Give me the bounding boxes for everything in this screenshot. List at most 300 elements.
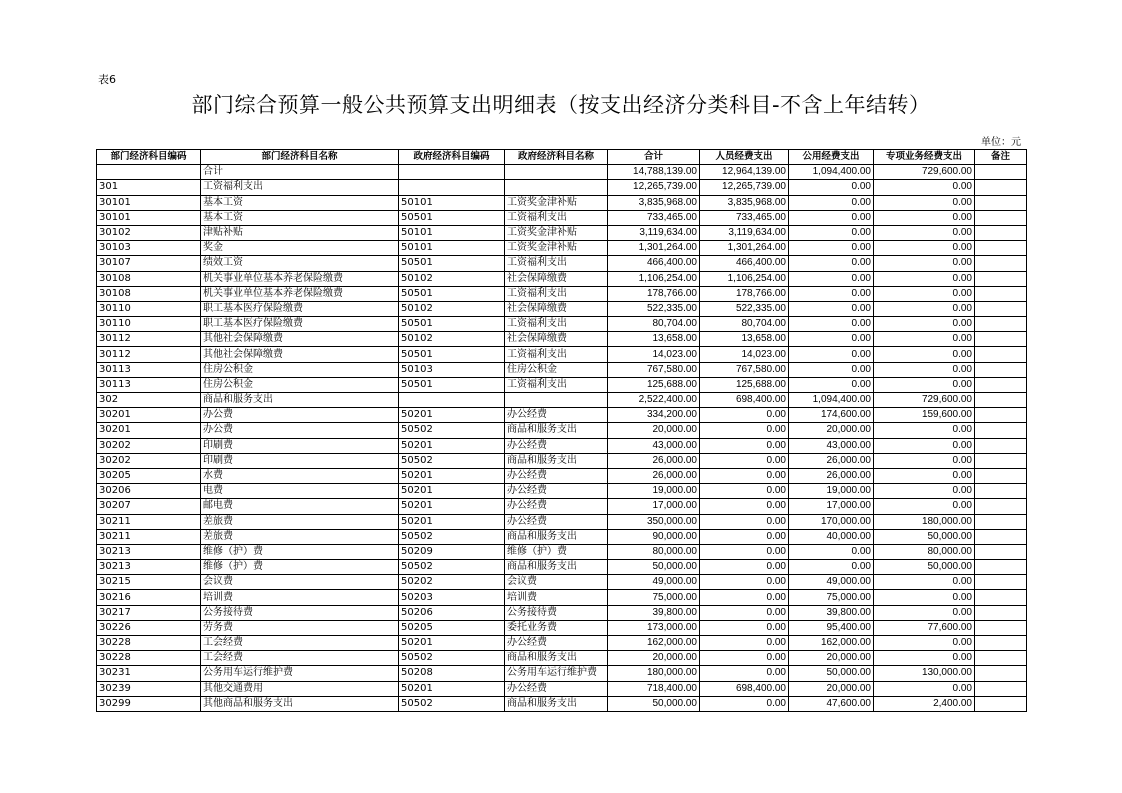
cell-dept-code: 30226 bbox=[97, 620, 201, 635]
cell-gov-code: 50201 bbox=[399, 468, 505, 483]
cell-gov-code: 50502 bbox=[399, 453, 505, 468]
cell-dept-code: 30228 bbox=[97, 636, 201, 651]
cell-note bbox=[975, 180, 1027, 195]
cell-special: 0.00 bbox=[874, 332, 975, 347]
cell-gov-code: 50205 bbox=[399, 620, 505, 635]
cell-total: 12,265,739.00 bbox=[608, 180, 700, 195]
cell-dept-code: 30213 bbox=[97, 560, 201, 575]
cell-personnel: 0.00 bbox=[700, 666, 789, 681]
cell-special: 729,600.00 bbox=[874, 165, 975, 180]
cell-gov-code: 50201 bbox=[399, 484, 505, 499]
cell-dept-code: 30110 bbox=[97, 317, 201, 332]
cell-dept-name: 住房公积金 bbox=[201, 377, 399, 392]
table-row bbox=[97, 301, 1027, 316]
cell-public: 95,400.00 bbox=[789, 620, 874, 635]
cell-dept-code: 30207 bbox=[97, 499, 201, 514]
cell-gov-code: 50501 bbox=[399, 317, 505, 332]
header-note: 备注 bbox=[975, 150, 1027, 165]
cell-gov-name: 委托业务费 bbox=[505, 620, 608, 635]
cell-dept-name: 基本工资 bbox=[201, 195, 399, 210]
cell-personnel: 0.00 bbox=[700, 408, 789, 423]
cell-note bbox=[975, 468, 1027, 483]
cell-gov-name: 工资福利支出 bbox=[505, 286, 608, 301]
cell-gov-name: 工资福利支出 bbox=[505, 347, 608, 362]
cell-gov-code: 50101 bbox=[399, 225, 505, 240]
table-row bbox=[97, 256, 1027, 271]
cell-dept-code: 30206 bbox=[97, 484, 201, 499]
cell-note bbox=[975, 317, 1027, 332]
cell-public: 0.00 bbox=[789, 347, 874, 362]
cell-gov-code: 50103 bbox=[399, 362, 505, 377]
cell-public: 0.00 bbox=[789, 377, 874, 392]
cell-note bbox=[975, 453, 1027, 468]
table-row bbox=[97, 590, 1027, 605]
cell-public: 0.00 bbox=[789, 560, 874, 575]
cell-total: 26,000.00 bbox=[608, 468, 700, 483]
cell-dept-name: 印刷费 bbox=[201, 453, 399, 468]
cell-personnel: 0.00 bbox=[700, 514, 789, 529]
cell-dept-name: 办公费 bbox=[201, 408, 399, 423]
table-row bbox=[97, 180, 1027, 195]
table-row bbox=[97, 241, 1027, 256]
cell-special: 0.00 bbox=[874, 271, 975, 286]
cell-gov-code: 50203 bbox=[399, 590, 505, 605]
cell-special: 2,400.00 bbox=[874, 696, 975, 711]
cell-dept-name: 住房公积金 bbox=[201, 362, 399, 377]
cell-gov-code: 50502 bbox=[399, 696, 505, 711]
cell-gov-name: 工资福利支出 bbox=[505, 377, 608, 392]
cell-dept-name: 职工基本医疗保险缴费 bbox=[201, 301, 399, 316]
cell-gov-code: 50201 bbox=[399, 514, 505, 529]
table-row bbox=[97, 271, 1027, 286]
cell-personnel: 767,580.00 bbox=[700, 362, 789, 377]
cell-total: 13,658.00 bbox=[608, 332, 700, 347]
cell-dept-name: 津贴补贴 bbox=[201, 225, 399, 240]
cell-total: 49,000.00 bbox=[608, 575, 700, 590]
cell-dept-code: 30231 bbox=[97, 666, 201, 681]
cell-public: 1,094,400.00 bbox=[789, 165, 874, 180]
cell-total: 767,580.00 bbox=[608, 362, 700, 377]
table-row bbox=[97, 332, 1027, 347]
header-row bbox=[97, 150, 1027, 165]
cell-note bbox=[975, 484, 1027, 499]
cell-note bbox=[975, 377, 1027, 392]
cell-gov-code: 50201 bbox=[399, 681, 505, 696]
cell-gov-code: 50502 bbox=[399, 423, 505, 438]
cell-special: 0.00 bbox=[874, 423, 975, 438]
cell-total: 43,000.00 bbox=[608, 438, 700, 453]
cell-dept-code: 30217 bbox=[97, 605, 201, 620]
cell-gov-code: 50206 bbox=[399, 605, 505, 620]
cell-gov-name bbox=[505, 165, 608, 180]
cell-dept-code: 30205 bbox=[97, 468, 201, 483]
cell-note bbox=[975, 225, 1027, 240]
cell-gov-code bbox=[399, 393, 505, 408]
table-row bbox=[97, 499, 1027, 514]
cell-total: 80,704.00 bbox=[608, 317, 700, 332]
cell-public: 47,600.00 bbox=[789, 696, 874, 711]
cell-dept-code: 30228 bbox=[97, 651, 201, 666]
table-row bbox=[97, 620, 1027, 635]
cell-total: 1,106,254.00 bbox=[608, 271, 700, 286]
cell-public: 0.00 bbox=[789, 195, 874, 210]
cell-note bbox=[975, 438, 1027, 453]
cell-note bbox=[975, 347, 1027, 362]
cell-special: 0.00 bbox=[874, 180, 975, 195]
cell-gov-code: 50208 bbox=[399, 666, 505, 681]
cell-dept-name: 合计 bbox=[201, 165, 399, 180]
cell-gov-name: 公务用车运行维护费 bbox=[505, 666, 608, 681]
header-personnel: 人员经费支出 bbox=[700, 150, 789, 165]
cell-public: 1,094,400.00 bbox=[789, 393, 874, 408]
cell-note bbox=[975, 651, 1027, 666]
cell-dept-name: 公务用车运行维护费 bbox=[201, 666, 399, 681]
cell-special: 0.00 bbox=[874, 484, 975, 499]
cell-dept-name: 维修（护）费 bbox=[201, 560, 399, 575]
cell-special: 0.00 bbox=[874, 362, 975, 377]
cell-total: 90,000.00 bbox=[608, 529, 700, 544]
table-row bbox=[97, 636, 1027, 651]
cell-public: 162,000.00 bbox=[789, 636, 874, 651]
cell-personnel: 0.00 bbox=[700, 468, 789, 483]
cell-special: 0.00 bbox=[874, 347, 975, 362]
cell-gov-code: 50501 bbox=[399, 256, 505, 271]
cell-personnel: 0.00 bbox=[700, 484, 789, 499]
cell-personnel: 3,835,968.00 bbox=[700, 195, 789, 210]
cell-dept-code: 30211 bbox=[97, 514, 201, 529]
cell-total: 26,000.00 bbox=[608, 453, 700, 468]
cell-dept-name: 其他社会保障缴费 bbox=[201, 347, 399, 362]
cell-dept-code: 30102 bbox=[97, 225, 201, 240]
cell-public: 17,000.00 bbox=[789, 499, 874, 514]
cell-note bbox=[975, 332, 1027, 347]
cell-dept-name: 印刷费 bbox=[201, 438, 399, 453]
cell-gov-code bbox=[399, 180, 505, 195]
cell-total: 178,766.00 bbox=[608, 286, 700, 301]
cell-special: 0.00 bbox=[874, 438, 975, 453]
cell-special: 0.00 bbox=[874, 499, 975, 514]
cell-dept-name: 工资福利支出 bbox=[201, 180, 399, 195]
cell-public: 0.00 bbox=[789, 332, 874, 347]
cell-public: 26,000.00 bbox=[789, 453, 874, 468]
cell-dept-name: 差旅费 bbox=[201, 514, 399, 529]
table-row bbox=[97, 286, 1027, 301]
table-row bbox=[97, 560, 1027, 575]
cell-note bbox=[975, 514, 1027, 529]
table-row bbox=[97, 529, 1027, 544]
cell-gov-name: 办公经费 bbox=[505, 484, 608, 499]
expenditure-table bbox=[96, 149, 1027, 712]
cell-dept-code: 30101 bbox=[97, 210, 201, 225]
cell-gov-name: 办公经费 bbox=[505, 408, 608, 423]
cell-personnel: 0.00 bbox=[700, 499, 789, 514]
cell-personnel: 1,106,254.00 bbox=[700, 271, 789, 286]
cell-dept-code: 30103 bbox=[97, 241, 201, 256]
cell-note bbox=[975, 575, 1027, 590]
cell-special: 0.00 bbox=[874, 681, 975, 696]
cell-note bbox=[975, 408, 1027, 423]
cell-dept-code: 30215 bbox=[97, 575, 201, 590]
cell-gov-name: 办公经费 bbox=[505, 499, 608, 514]
cell-public: 170,000.00 bbox=[789, 514, 874, 529]
table-row bbox=[97, 408, 1027, 423]
cell-dept-name: 劳务费 bbox=[201, 620, 399, 635]
cell-gov-name: 公务接待费 bbox=[505, 605, 608, 620]
table-row bbox=[97, 605, 1027, 620]
cell-dept-code: 30202 bbox=[97, 438, 201, 453]
cell-note bbox=[975, 423, 1027, 438]
cell-gov-name: 商品和服务支出 bbox=[505, 651, 608, 666]
table-row bbox=[97, 438, 1027, 453]
cell-personnel: 3,119,634.00 bbox=[700, 225, 789, 240]
cell-gov-name: 商品和服务支出 bbox=[505, 453, 608, 468]
cell-dept-name: 商品和服务支出 bbox=[201, 393, 399, 408]
cell-personnel: 698,400.00 bbox=[700, 393, 789, 408]
cell-gov-code: 50209 bbox=[399, 544, 505, 559]
cell-special: 0.00 bbox=[874, 651, 975, 666]
cell-total: 75,000.00 bbox=[608, 590, 700, 605]
cell-gov-name: 社会保障缴费 bbox=[505, 332, 608, 347]
cell-personnel: 125,688.00 bbox=[700, 377, 789, 392]
table-row bbox=[97, 423, 1027, 438]
cell-gov-name: 维修（护）费 bbox=[505, 544, 608, 559]
cell-special: 159,600.00 bbox=[874, 408, 975, 423]
cell-special: 130,000.00 bbox=[874, 666, 975, 681]
cell-public: 20,000.00 bbox=[789, 681, 874, 696]
cell-total: 162,000.00 bbox=[608, 636, 700, 651]
cell-public: 19,000.00 bbox=[789, 484, 874, 499]
cell-personnel: 0.00 bbox=[700, 544, 789, 559]
cell-total: 20,000.00 bbox=[608, 423, 700, 438]
cell-personnel: 698,400.00 bbox=[700, 681, 789, 696]
cell-total: 334,200.00 bbox=[608, 408, 700, 423]
cell-gov-code bbox=[399, 165, 505, 180]
cell-special: 77,600.00 bbox=[874, 620, 975, 635]
cell-gov-code: 50501 bbox=[399, 377, 505, 392]
header-gov-code: 政府经济科目编码 bbox=[399, 150, 505, 165]
cell-dept-name: 其他社会保障缴费 bbox=[201, 332, 399, 347]
cell-note bbox=[975, 362, 1027, 377]
cell-gov-name: 工资福利支出 bbox=[505, 256, 608, 271]
cell-gov-name: 商品和服务支出 bbox=[505, 560, 608, 575]
cell-total: 522,335.00 bbox=[608, 301, 700, 316]
cell-note bbox=[975, 256, 1027, 271]
table-row bbox=[97, 696, 1027, 711]
cell-dept-name: 电费 bbox=[201, 484, 399, 499]
cell-special: 0.00 bbox=[874, 317, 975, 332]
table-row bbox=[97, 347, 1027, 362]
cell-dept-code: 30108 bbox=[97, 271, 201, 286]
cell-personnel: 80,704.00 bbox=[700, 317, 789, 332]
cell-gov-name: 会议费 bbox=[505, 575, 608, 590]
cell-note bbox=[975, 393, 1027, 408]
cell-dept-name: 维修（护）费 bbox=[201, 544, 399, 559]
page-title: 部门综合预算一般公共预算支出明细表（按支出经济分类科目-不含上年结转） bbox=[191, 93, 931, 117]
cell-gov-name: 工资奖金津补贴 bbox=[505, 195, 608, 210]
cell-note bbox=[975, 620, 1027, 635]
cell-note bbox=[975, 241, 1027, 256]
header-dept-code: 部门经济科目编码 bbox=[97, 150, 201, 165]
cell-dept-name: 办公费 bbox=[201, 423, 399, 438]
table-row bbox=[97, 362, 1027, 377]
cell-personnel: 178,766.00 bbox=[700, 286, 789, 301]
cell-gov-code: 50202 bbox=[399, 575, 505, 590]
cell-dept-code: 301 bbox=[97, 180, 201, 195]
cell-total: 2,522,400.00 bbox=[608, 393, 700, 408]
cell-dept-name: 邮电费 bbox=[201, 499, 399, 514]
cell-gov-name: 培训费 bbox=[505, 590, 608, 605]
cell-dept-name: 奖金 bbox=[201, 241, 399, 256]
cell-public: 39,800.00 bbox=[789, 605, 874, 620]
table-row bbox=[97, 317, 1027, 332]
cell-note bbox=[975, 590, 1027, 605]
cell-total: 350,000.00 bbox=[608, 514, 700, 529]
cell-personnel: 12,964,139.00 bbox=[700, 165, 789, 180]
cell-gov-name: 工资福利支出 bbox=[505, 210, 608, 225]
cell-gov-name: 商品和服务支出 bbox=[505, 696, 608, 711]
cell-special: 0.00 bbox=[874, 225, 975, 240]
cell-special: 80,000.00 bbox=[874, 544, 975, 559]
cell-gov-code: 50201 bbox=[399, 499, 505, 514]
cell-public: 0.00 bbox=[789, 256, 874, 271]
cell-gov-name bbox=[505, 180, 608, 195]
cell-gov-name: 办公经费 bbox=[505, 636, 608, 651]
cell-gov-code: 50101 bbox=[399, 241, 505, 256]
cell-dept-name: 职工基本医疗保险缴费 bbox=[201, 317, 399, 332]
cell-special: 180,000.00 bbox=[874, 514, 975, 529]
table-row bbox=[97, 651, 1027, 666]
cell-special: 0.00 bbox=[874, 286, 975, 301]
cell-special: 729,600.00 bbox=[874, 393, 975, 408]
cell-public: 50,000.00 bbox=[789, 666, 874, 681]
cell-dept-code: 30239 bbox=[97, 681, 201, 696]
header-gov-name: 政府经济科目名称 bbox=[505, 150, 608, 165]
cell-dept-name: 培训费 bbox=[201, 590, 399, 605]
cell-gov-code: 50502 bbox=[399, 651, 505, 666]
cell-dept-name: 公务接待费 bbox=[201, 605, 399, 620]
cell-note bbox=[975, 681, 1027, 696]
cell-gov-name: 办公经费 bbox=[505, 438, 608, 453]
cell-special: 50,000.00 bbox=[874, 529, 975, 544]
cell-total: 466,400.00 bbox=[608, 256, 700, 271]
header-special: 专项业务经费支出 bbox=[874, 150, 975, 165]
cell-total: 17,000.00 bbox=[608, 499, 700, 514]
cell-note bbox=[975, 286, 1027, 301]
cell-dept-code: 302 bbox=[97, 393, 201, 408]
cell-total: 80,000.00 bbox=[608, 544, 700, 559]
cell-dept-name: 基本工资 bbox=[201, 210, 399, 225]
cell-personnel: 1,301,264.00 bbox=[700, 241, 789, 256]
cell-dept-code: 30107 bbox=[97, 256, 201, 271]
cell-dept-name: 差旅费 bbox=[201, 529, 399, 544]
cell-note bbox=[975, 195, 1027, 210]
cell-total: 14,023.00 bbox=[608, 347, 700, 362]
cell-personnel: 0.00 bbox=[700, 438, 789, 453]
cell-personnel: 0.00 bbox=[700, 696, 789, 711]
header-total: 合计 bbox=[608, 150, 700, 165]
cell-dept-name: 机关事业单位基本养老保险缴费 bbox=[201, 271, 399, 286]
cell-special: 0.00 bbox=[874, 241, 975, 256]
table-row bbox=[97, 210, 1027, 225]
cell-gov-name: 工资奖金津补贴 bbox=[505, 225, 608, 240]
cell-gov-name: 住房公积金 bbox=[505, 362, 608, 377]
cell-gov-name: 商品和服务支出 bbox=[505, 529, 608, 544]
cell-special: 0.00 bbox=[874, 605, 975, 620]
table-row bbox=[97, 377, 1027, 392]
cell-dept-code bbox=[97, 165, 201, 180]
cell-note bbox=[975, 165, 1027, 180]
cell-gov-code: 50201 bbox=[399, 408, 505, 423]
cell-special: 0.00 bbox=[874, 377, 975, 392]
cell-public: 0.00 bbox=[789, 210, 874, 225]
cell-special: 0.00 bbox=[874, 636, 975, 651]
cell-note bbox=[975, 605, 1027, 620]
cell-dept-name: 其他商品和服务支出 bbox=[201, 696, 399, 711]
cell-special: 0.00 bbox=[874, 301, 975, 316]
cell-gov-code: 50102 bbox=[399, 271, 505, 286]
cell-public: 0.00 bbox=[789, 225, 874, 240]
cell-note bbox=[975, 499, 1027, 514]
cell-note bbox=[975, 210, 1027, 225]
cell-total: 3,835,968.00 bbox=[608, 195, 700, 210]
cell-gov-name: 社会保障缴费 bbox=[505, 271, 608, 286]
cell-note bbox=[975, 271, 1027, 286]
header-dept-name: 部门经济科目名称 bbox=[201, 150, 399, 165]
cell-total: 733,465.00 bbox=[608, 210, 700, 225]
cell-personnel: 0.00 bbox=[700, 575, 789, 590]
table-row bbox=[97, 681, 1027, 696]
cell-public: 49,000.00 bbox=[789, 575, 874, 590]
table-row bbox=[97, 165, 1027, 180]
cell-dept-name: 绩效工资 bbox=[201, 256, 399, 271]
cell-gov-name: 办公经费 bbox=[505, 514, 608, 529]
cell-personnel: 12,265,739.00 bbox=[700, 180, 789, 195]
cell-dept-code: 30112 bbox=[97, 332, 201, 347]
cell-note bbox=[975, 696, 1027, 711]
cell-dept-name: 工会经费 bbox=[201, 636, 399, 651]
table-row bbox=[97, 225, 1027, 240]
cell-public: 0.00 bbox=[789, 271, 874, 286]
cell-personnel: 0.00 bbox=[700, 636, 789, 651]
header-public: 公用经费支出 bbox=[789, 150, 874, 165]
cell-total: 1,301,264.00 bbox=[608, 241, 700, 256]
cell-personnel: 0.00 bbox=[700, 651, 789, 666]
cell-public: 0.00 bbox=[789, 362, 874, 377]
cell-dept-code: 30112 bbox=[97, 347, 201, 362]
cell-gov-name: 工资奖金津补贴 bbox=[505, 241, 608, 256]
cell-dept-name: 水费 bbox=[201, 468, 399, 483]
cell-dept-code: 30110 bbox=[97, 301, 201, 316]
cell-personnel: 466,400.00 bbox=[700, 256, 789, 271]
cell-special: 0.00 bbox=[874, 590, 975, 605]
cell-personnel: 0.00 bbox=[700, 423, 789, 438]
cell-public: 75,000.00 bbox=[789, 590, 874, 605]
cell-dept-code: 30113 bbox=[97, 362, 201, 377]
cell-note bbox=[975, 544, 1027, 559]
cell-gov-name: 工资福利支出 bbox=[505, 317, 608, 332]
cell-dept-name: 会议费 bbox=[201, 575, 399, 590]
cell-personnel: 0.00 bbox=[700, 590, 789, 605]
cell-public: 26,000.00 bbox=[789, 468, 874, 483]
table-row bbox=[97, 514, 1027, 529]
cell-special: 0.00 bbox=[874, 575, 975, 590]
cell-public: 20,000.00 bbox=[789, 423, 874, 438]
cell-public: 40,000.00 bbox=[789, 529, 874, 544]
cell-total: 50,000.00 bbox=[608, 560, 700, 575]
cell-gov-name: 办公经费 bbox=[505, 468, 608, 483]
cell-dept-code: 30213 bbox=[97, 544, 201, 559]
table-row bbox=[97, 484, 1027, 499]
